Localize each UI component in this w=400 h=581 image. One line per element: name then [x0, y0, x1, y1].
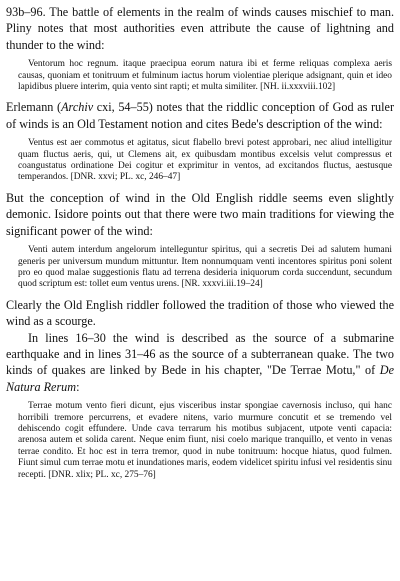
- line-reference: 93b–96.: [6, 5, 46, 19]
- quotation-text: Ventorum hoc regnum. itaque praecipua eorum natura ibi et ferme reliquas complexa aeris causas, quoniam et tonitruum et fulminum iactus horum violentiae plerique adsignant, quin et ideo lapidibus pluere interim, quia vento sint rapti; et multa similiter.: [18, 59, 392, 93]
- citation: [DNR. xlix; PL. xc, 275–76]: [48, 469, 156, 480]
- paragraph-text: The battle of elements in the realm of winds causes mischief to man. Pliny notes that most authorities even attribute the cause of lightning and thunder to the wind:: [6, 5, 394, 52]
- quotation-text: Ventus est aer commotus et agitatus, sicut flabello brevi potest approbari, nec aliud intelligitur quam fluctus aeris, qui, ut Clemens ait, ex quibusdam montibus excelsis velut compressus et coangustatus ordinatione Dei cogitur et exprimitur in ventos, ad excitandos fluctus, aestusque temperandos.: [18, 138, 392, 183]
- quotation-bede-wind: [18, 138, 392, 184]
- paragraph-demonic: [6, 190, 394, 239]
- paragraph-text: cxi, 54–55) notes that the riddlic conception of God as ruler of winds is an Old Testament notion and cites Bede's description of the wind:: [6, 100, 395, 131]
- citation: [DNR. xxvi; PL. xc, 246–47]: [70, 172, 181, 183]
- paragraph-scourge: [6, 297, 394, 330]
- quotation-isidore: [18, 245, 392, 291]
- quotation-pliny: [18, 59, 392, 93]
- paragraph-text: Erlemann (: [6, 100, 62, 115]
- book-title: De Natura Rerum: [6, 363, 394, 394]
- paragraph-text: But the conception of wind in the Old English riddle seems even slightly demonic. Isidore points out that there were two main traditions for viewing the significant power of the wind:: [6, 190, 394, 238]
- paragraph-text: Clearly the Old English riddler followed the tradition of those who viewed the wind as a scourge.: [6, 297, 394, 329]
- paragraph-text: In lines 16–30 the wind is described as the source of a submarine earthquake and in lines 31–46 as the source of a subterranean quake. The two kinds of quakes are linked by Bede in his chapter, "De Terrae Motu," of: [6, 330, 394, 378]
- paragraph-erlemann: [6, 99, 394, 132]
- quotation-bede-earthquake: [18, 401, 392, 481]
- quotation-text: Venti autem interdum angelorum intelleguntur spiritus, qui a secretis Dei ad salutem humani generis per universum mundum mittuntur. Item nonnumquam venti incentores spiritus poni solent pro eo quod malae suggestionis flatu ad terrena desideria iniquorum corda succendunt, secundum quod scriptum est: tollet eum ventus urens.: [18, 245, 392, 290]
- citation: [NH. ii.xxxviii.102]: [260, 82, 336, 93]
- quotation-text: Terrae motum vento fieri dicunt, ejus visceribus instar spongiae cavernosis incluso, qui hanc horribili tremore percurrens, et evadere nitens, vario murmure concutit et se tremendo vel dehiscendo cogit effundere. Unde cava terrarum his motibus subjacent, utpote venti capacia: arenosa autem et solida carent. Neque enim fiunt, nisi coelo marique tranquillo, et vento in venas terrae condito. Et hoc est in terra tremor, quod in nube tonitruum: hocque hiatus, quod fulmen. Fiunt simul cum terrae motu et inundationes maris, eodem videlicet spiritu infusi vel residentis sinu recepti.: [18, 401, 392, 480]
- journal-title: Archiv: [61, 100, 94, 115]
- paragraph-earthquake: [6, 330, 394, 396]
- citation: [NR. xxxvi.iii.19–24]: [181, 279, 263, 290]
- paragraph-lines-93b-96: [6, 4, 394, 53]
- paragraph-text: :: [76, 379, 80, 394]
